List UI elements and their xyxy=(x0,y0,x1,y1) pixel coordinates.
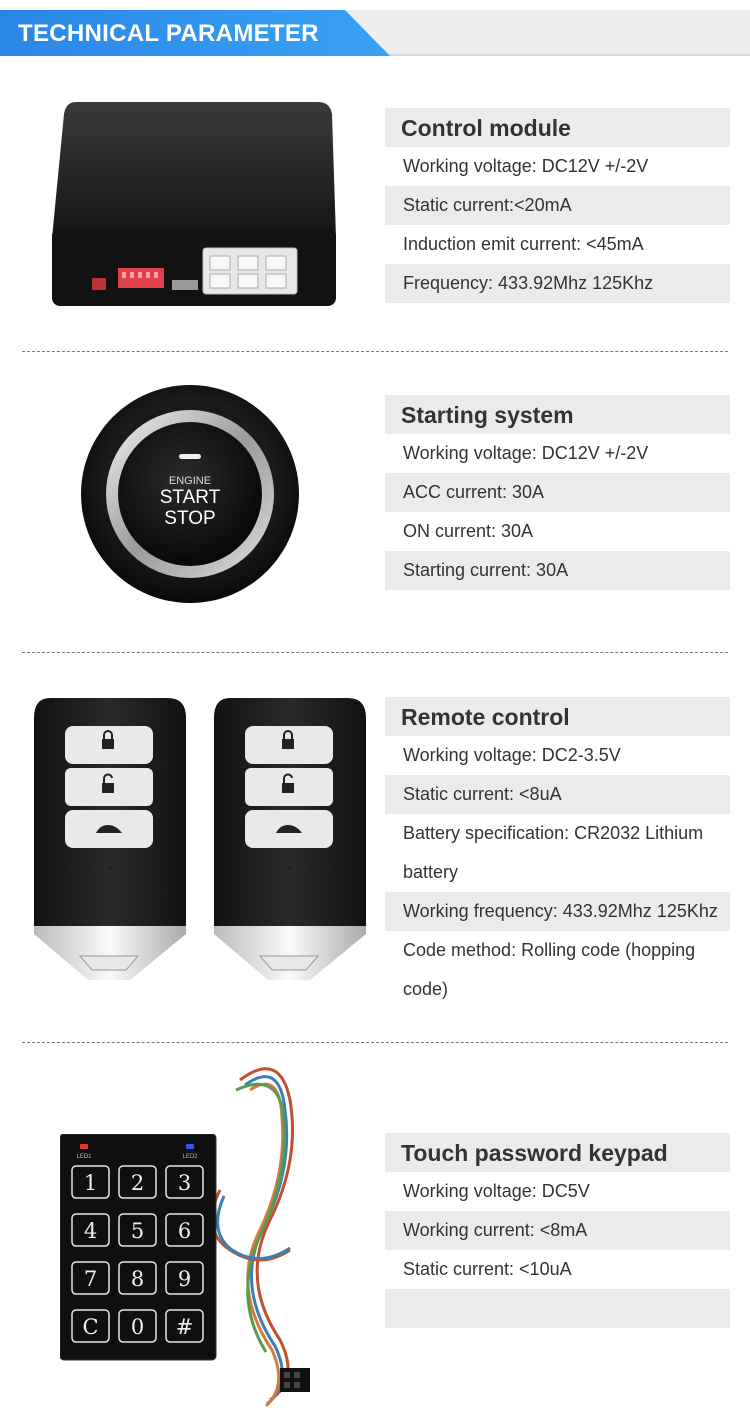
keypad-key-label: 5 xyxy=(130,1219,145,1243)
keypad-image xyxy=(60,1134,218,1362)
control-module-image xyxy=(48,98,340,310)
spec-row: Working voltage: DC5V xyxy=(403,1181,590,1201)
led2-label: LED2 xyxy=(182,1154,198,1160)
led1-label: LED1 xyxy=(76,1154,92,1160)
spec-row: ACC current: 30A xyxy=(385,473,730,512)
device-brand-text: EASYGUARD xyxy=(142,150,254,169)
keypad-key-label: 1 xyxy=(83,1171,98,1195)
keypad-key-label: # xyxy=(175,1315,194,1339)
keypad-key-label: 4 xyxy=(83,1219,98,1243)
spec-title: Starting system xyxy=(385,395,730,434)
keypad-key-label: C xyxy=(82,1315,99,1339)
section-divider xyxy=(22,652,728,653)
spec-row: Working voltage: DC2-3.5V xyxy=(403,745,621,765)
keypad-key-label: 6 xyxy=(177,1219,192,1243)
spec-remote-control xyxy=(385,697,730,1009)
spec-row: Working current: <8mA xyxy=(385,1211,730,1250)
section-divider xyxy=(22,1042,728,1043)
button-label-line3: STOP xyxy=(164,508,216,529)
keypad-key-label: 2 xyxy=(130,1171,145,1195)
spec-title: Touch password keypad xyxy=(385,1133,730,1172)
spec-row: Working frequency: 433.92Mhz 125Khz xyxy=(385,892,730,931)
keypad-key-label: 3 xyxy=(177,1171,192,1195)
spec-row: Static current: <10uA xyxy=(403,1259,572,1279)
spec-row: Static current: <8uA xyxy=(385,775,730,814)
spec-touch-keypad xyxy=(385,1133,730,1328)
spec-row: Battery specification: CR2032 Lithium battery xyxy=(403,823,704,882)
button-label-line2: START xyxy=(159,487,221,508)
spec-row: ON current: 30A xyxy=(403,521,534,541)
spec-row: Working voltage: DC12V +/-2V xyxy=(403,443,649,463)
section-divider xyxy=(22,351,728,352)
spec-title: Control module xyxy=(385,108,730,147)
keypad-key-label: 0 xyxy=(130,1315,145,1339)
spec-row: Induction emit current: <45mA xyxy=(403,234,644,254)
spec-row: Static current:<20mA xyxy=(385,186,730,225)
keypad-key-label: 9 xyxy=(177,1267,192,1291)
spec-row xyxy=(385,1289,730,1328)
spec-row: Code method: Rolling code (hopping code) xyxy=(403,940,696,999)
spec-starting-system xyxy=(385,395,730,590)
spec-title: Remote control xyxy=(385,697,730,736)
section-header xyxy=(0,10,750,58)
spec-row: Starting current: 30A xyxy=(385,551,730,590)
remote-fob-image xyxy=(30,696,188,982)
keypad-key-label: 8 xyxy=(130,1267,145,1291)
spec-control-module xyxy=(385,108,730,303)
wiring-harness-image xyxy=(200,1060,320,1410)
start-stop-button-image xyxy=(80,384,302,606)
spec-row: Working voltage: DC12V +/-2V xyxy=(403,156,649,176)
keypad-key-label: 7 xyxy=(83,1267,98,1291)
page-title: TECHNICAL PARAMETER xyxy=(18,20,319,47)
button-label-line1: ENGINE xyxy=(168,475,212,487)
spec-row: Frequency: 433.92Mhz 125Khz xyxy=(385,264,730,303)
remote-fob-image xyxy=(210,696,368,982)
